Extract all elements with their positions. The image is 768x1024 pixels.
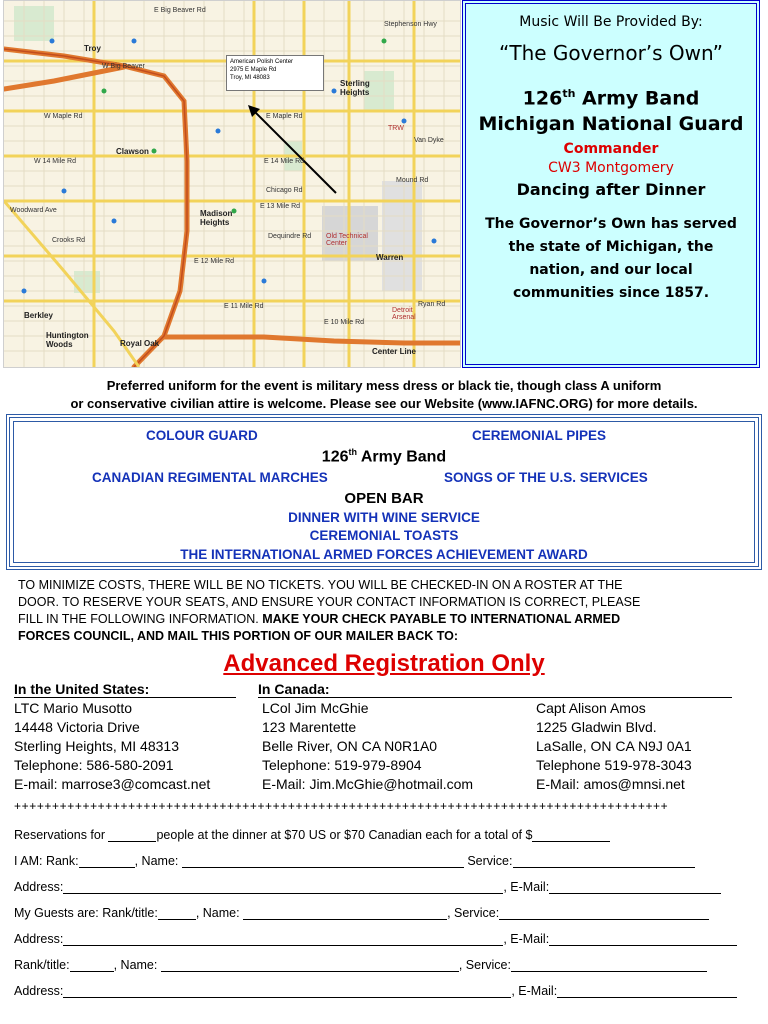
uniform-note-line1: Preferred uniform for the event is military mess dress or black tie, though class A uniform: [106, 378, 662, 393]
contact-email[interactable]: E-mail: marrose3@comcast.net: [14, 776, 211, 792]
canadian-marches: CANADIAN REGIMENTAL MARCHES: [92, 470, 328, 485]
canada-heading: In Canada:: [258, 681, 330, 697]
instructions-line3: FILL IN THE FOLLOWING INFORMATION. MAKE YOUR CHECK PAYABLE TO INTERNATIONAL ARMED: [18, 612, 621, 626]
dancing-note: Dancing after Dinner: [516, 180, 706, 200]
map-street-label: E 11 Mile Rd: [224, 303, 264, 310]
map-city-label: Troy: [84, 44, 101, 53]
contact-name: Capt Alison Amos: [536, 700, 646, 716]
map-street-label: Chicago Rd: [266, 187, 303, 194]
contact-phone: Telephone: 519-979-8904: [262, 757, 422, 773]
guest2-row: Rank/title: , Name: , Service:: [14, 958, 707, 972]
commander-label: Commander: [563, 141, 659, 158]
served-statement: The Governor’s Own has served the state of Michigan, the nation, and our local communities since 1857.: [485, 216, 737, 302]
attendee-row: I AM: Rank: , Name: Service:: [14, 854, 695, 868]
map-street-label: Ryan Rd: [418, 301, 446, 308]
uniform-note: [0, 377, 768, 413]
map-city-label: Huntington Woods: [46, 331, 89, 349]
map-street-label: E Big Beaver Rd: [154, 7, 206, 14]
map-street-label: E 14 Mile Rd: [264, 158, 305, 165]
guest-address-row: Address: , E-Mail:: [14, 932, 737, 946]
contact-phone: Telephone: 586-580-2091: [14, 757, 174, 773]
ceremonial-toasts: CEREMONIAL TOASTS: [309, 528, 459, 543]
contact-name: LTC Mario Musotto: [14, 700, 132, 716]
map-street-label: W Big Beaver: [102, 63, 145, 70]
contact-email[interactable]: E-Mail: Jim.McGhie@hotmail.com: [262, 776, 474, 792]
contact-city: Belle River, ON CA N0R1A0: [262, 738, 438, 754]
map-street-label: W Maple Rd: [44, 113, 83, 120]
map-city-label: Center Line: [372, 347, 417, 356]
map-street-label: Woodward Ave: [10, 207, 57, 214]
map-city-label: Madison Heights: [200, 209, 233, 227]
guest2-address-field[interactable]: [63, 984, 511, 998]
contact-street: 123 Marentette: [262, 719, 357, 735]
music-info-box: [462, 0, 760, 368]
map-city-label: Berkley: [24, 311, 53, 320]
program-box-inner: [13, 421, 755, 563]
dinner-service: DINNER WITH WINE SERVICE: [288, 510, 480, 525]
guest-rank-field[interactable]: [158, 906, 196, 920]
band-name-line: 126th Army Band: [522, 87, 700, 110]
map-street-label: Dequindre Rd: [268, 233, 312, 240]
uniform-note-line2: or conservative civilian attire is welcome. Please see our Website (www.IAFNC.ORG) for more details.: [70, 396, 698, 411]
us-heading: In the United States:: [14, 681, 150, 697]
guest-email-field[interactable]: [549, 932, 737, 946]
us-contact: [14, 699, 210, 794]
contact-email[interactable]: E-Mail: amos@mnsi.net: [536, 776, 685, 792]
canada-heading-underline: [258, 697, 732, 698]
commander-name: CW3 Montgomery: [548, 160, 674, 177]
achievement-award: THE INTERNATIONAL ARMED FORCES ACHIEVEMENT AWARD: [180, 547, 588, 562]
contact-city: LaSalle, ON CA N9J 0A1: [536, 738, 692, 754]
reservations-row: Reservations for people at the dinner at $70 US or $70 Canadian each for a total of $: [14, 828, 610, 842]
program-band: 126th Army Band: [321, 447, 447, 466]
map-street-label: E Maple Rd: [266, 113, 303, 120]
map-city-label: Sterling Heights: [340, 79, 370, 97]
instructions-line1: TO MINIMIZE COSTS, THERE WILL BE NO TICKETS. YOU WILL BE CHECKED-IN ON A ROSTER AT THE: [18, 578, 623, 592]
cut-line: ++++++++++++++++++++++++++++++++++++++++++++++++++++++++++++++++++++++++++++++++++++++: [14, 799, 669, 813]
map-place-label: TRW: [388, 125, 404, 132]
map-place-label: Old Technical Center: [326, 233, 368, 247]
program-box: [6, 414, 762, 570]
us-service-songs: SONGS OF THE U.S. SERVICES: [444, 470, 648, 485]
email-field[interactable]: [549, 880, 721, 894]
advanced-registration-title: Advanced Registration Only: [223, 650, 545, 677]
guest2-address-row: Address: , E-Mail:: [14, 984, 737, 998]
guest-row: My Guests are: Rank/title: , Name: , Service:: [14, 906, 709, 920]
venue-callout: [226, 55, 324, 91]
map-street-label: E 10 Mile Rd: [324, 319, 365, 326]
map-street-label: Van Dyke: [414, 137, 444, 144]
map-street-label: Mound Rd: [396, 177, 429, 184]
address-field[interactable]: [63, 880, 503, 894]
people-count-field[interactable]: [108, 828, 156, 842]
location-map[interactable]: [3, 0, 461, 368]
contact-street: 14448 Victoria Drive: [14, 719, 140, 735]
contact-phone: Telephone 519-978-3043: [536, 757, 692, 773]
guest2-name-field[interactable]: [161, 958, 459, 972]
guest-name-field[interactable]: [243, 906, 447, 920]
map-city-label: Warren: [376, 253, 404, 262]
canada-contact-1: [262, 699, 473, 794]
guest2-rank-field[interactable]: [70, 958, 114, 972]
venue-street: 2975 E Maple Rd: [230, 67, 277, 73]
colour-guard: COLOUR GUARD: [146, 428, 258, 443]
map-city-label: Clawson: [116, 147, 149, 156]
guest-address-field[interactable]: [63, 932, 503, 946]
guest-service-field[interactable]: [499, 906, 709, 920]
map-street-label: W 14 Mile Rd: [34, 158, 77, 165]
rank-field[interactable]: [79, 854, 135, 868]
total-amount-field[interactable]: [532, 828, 610, 842]
us-heading-underline: [14, 697, 236, 698]
venue-city: Troy, MI 48083: [230, 75, 270, 81]
governors-own-title: “The Governor’s Own”: [499, 41, 723, 65]
map-street-label: E 12 Mile Rd: [194, 258, 235, 265]
band-title: [466, 81, 756, 137]
service-field[interactable]: [513, 854, 695, 868]
instructions-line2: DOOR. TO RESERVE YOUR SEATS, AND ENSURE YOUR CONTACT INFORMATION IS CORRECT, PLEASE: [18, 595, 641, 609]
contact-name: LCol Jim McGhie: [262, 700, 369, 716]
guest2-service-field[interactable]: [511, 958, 707, 972]
instructions-line4: FORCES COUNCIL, AND MAIL THIS PORTION OF OUR MAILER BACK TO:: [18, 629, 459, 643]
guest2-email-field[interactable]: [557, 984, 737, 998]
map-place-label: Detroit Arsenal: [392, 307, 416, 321]
contact-street: 1225 Gladwin Blvd.: [536, 719, 657, 735]
national-guard-line: Michigan National Guard: [478, 113, 744, 136]
contact-city: Sterling Heights, MI 48313: [14, 738, 179, 754]
map-street-label: Stephenson Hwy: [384, 21, 437, 28]
map-street-label: Crooks Rd: [52, 237, 86, 244]
attendee-address-row: Address: , E-Mail:: [14, 880, 721, 894]
map-city-label: Royal Oak: [120, 339, 160, 348]
name-field[interactable]: [182, 854, 464, 868]
map-street-label: E 13 Mile Rd: [260, 203, 301, 210]
ceremonial-pipes: CEREMONIAL PIPES: [472, 428, 607, 443]
open-bar: OPEN BAR: [344, 490, 424, 507]
music-heading: Music Will Be Provided By:: [519, 14, 703, 30]
canada-contact-2: [536, 699, 692, 794]
registration-instructions: [18, 577, 748, 645]
venue-name: American Polish Center: [230, 59, 294, 65]
